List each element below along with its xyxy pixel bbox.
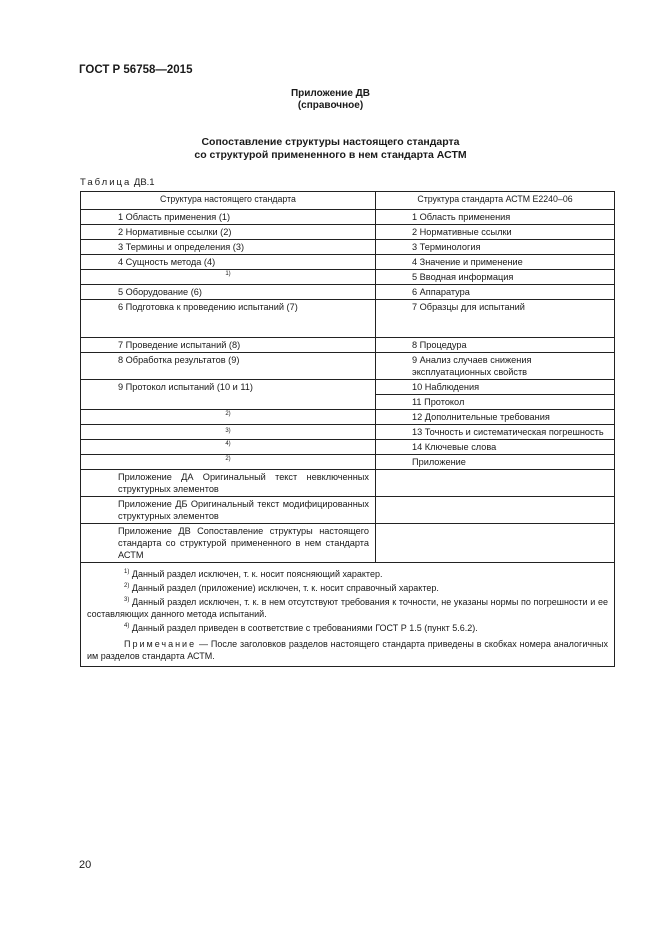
left-cell: Приложение ДА Оригинальный текст невключенных структурных элементов <box>81 470 376 497</box>
right-cell: 13 Точность и систематическая погрешность <box>376 425 615 440</box>
heading-line-2: со структурой примененного в нем стандарта АСТМ <box>194 149 467 161</box>
footnote-ref-cell: 3) <box>81 425 376 440</box>
footnote-text: Данный раздел исключен, т. к. носит поясняющий характер. <box>131 569 383 579</box>
table-row <box>81 353 615 380</box>
left-cell: Приложение ДБ Оригинальный текст модифицированных структурных элементов <box>81 497 376 524</box>
left-cell: 1 Область применения (1) <box>81 210 376 225</box>
table-row <box>81 210 615 225</box>
right-cell: 1 Область применения <box>376 210 615 225</box>
heading-line-1: Сопоставление структуры настоящего стандарта <box>201 136 460 148</box>
right-cell: 7 Образцы для испытаний <box>376 300 615 338</box>
table-row <box>81 300 615 338</box>
note-label: Примечание <box>124 639 197 649</box>
footnotes-cell <box>81 563 615 667</box>
document-code: ГОСТ Р 56758—2015 <box>79 64 193 76</box>
footnote-ref-cell: 2) <box>81 410 376 425</box>
right-cell <box>376 524 615 563</box>
table-row <box>81 225 615 240</box>
left-cell: 9 Протокол испытаний (10 и 11) <box>81 380 376 410</box>
left-cell: Приложение ДВ Сопоставление структуры настоящего стандарта со структурой примененного в нем стандарта АСТМ <box>81 524 376 563</box>
footnote-ref-cell: 4) <box>81 440 376 455</box>
footnote-text: Данный раздел приведен в соответствие с требованиями ГОСТ Р 1.5 (пункт 5.6.2). <box>131 623 478 633</box>
table-header-row <box>81 192 615 210</box>
left-cell: 8 Обработка результатов (9) <box>81 353 376 380</box>
right-cell: 12 Дополнительные требования <box>376 410 615 425</box>
table-row <box>81 470 615 497</box>
footnote-ref-cell: 2) <box>81 455 376 470</box>
right-cell: 6 Аппаратура <box>376 285 615 300</box>
footnote-4 <box>87 620 608 634</box>
right-cell: 14 Ключевые слова <box>376 440 615 455</box>
table-caption <box>80 177 155 188</box>
table-row <box>81 440 615 455</box>
table-row <box>81 524 615 563</box>
appendix-title: Приложение ДВ <box>290 88 371 99</box>
table-row <box>81 285 615 300</box>
right-cell: 4 Значение и применение <box>376 255 615 270</box>
note-text: — После заголовков разделов настоящего стандарта приведены в скобках номера аналогичных им разделов стандарта АСТМ. <box>87 639 608 661</box>
footnote-mark: 1) <box>124 569 130 575</box>
table-row <box>81 270 615 285</box>
left-cell: 7 Проведение испытаний (8) <box>81 338 376 353</box>
footnote-2 <box>87 580 608 594</box>
table-row <box>81 240 615 255</box>
left-cell: 6 Подготовка к проведению испытаний (7) <box>81 300 376 338</box>
appendix-subtitle: (справочное) <box>297 100 364 111</box>
right-cell: 9 Анализ случаев снижения эксплуатационных свойств <box>376 353 615 380</box>
left-cell: 2 Нормативные ссылки (2) <box>81 225 376 240</box>
table-caption-word: Таблица <box>80 177 132 188</box>
table-row <box>81 497 615 524</box>
table-caption-number: ДВ.1 <box>133 177 155 188</box>
appendix-heading <box>0 88 661 112</box>
right-cell: 8 Процедура <box>376 338 615 353</box>
footnote-3 <box>87 594 608 620</box>
footnote-text: Данный раздел (приложение) исключен, т. к. носит справочный характер. <box>131 583 439 593</box>
header-right: Структура стандарта АСТМ Е2240–06 <box>376 192 615 210</box>
right-cell: Приложение <box>376 455 615 470</box>
right-cell: 11 Протокол <box>376 395 615 410</box>
footnote-mark: 2) <box>124 583 130 589</box>
table-note <box>87 638 608 662</box>
table-row <box>81 425 615 440</box>
left-cell: 4 Сущность метода (4) <box>81 255 376 270</box>
footnote-ref-cell: 1) <box>81 270 376 285</box>
table-row <box>81 380 615 395</box>
table-row <box>81 455 615 470</box>
right-cell <box>376 470 615 497</box>
comparison-table <box>80 191 615 667</box>
footnotes-row <box>81 563 615 667</box>
footnote-text: Данный раздел исключен, т. к. в нем отсутствуют требования к точности, не указаны нормы по погрешности и ее составляющих данного метода испытаний. <box>87 597 608 619</box>
left-cell: 3 Термины и определения (3) <box>81 240 376 255</box>
table-row <box>81 338 615 353</box>
header-left: Структура настоящего стандарта <box>81 192 376 210</box>
footnote-mark: 3) <box>124 597 130 603</box>
right-cell: 2 Нормативные ссылки <box>376 225 615 240</box>
page-number: 20 <box>79 859 92 871</box>
section-heading <box>0 136 661 162</box>
right-cell: 3 Терминология <box>376 240 615 255</box>
left-cell: 5 Оборудование (6) <box>81 285 376 300</box>
right-cell <box>376 497 615 524</box>
right-cell: 10 Наблюдения <box>376 380 615 395</box>
right-cell: 5 Вводная информация <box>376 270 615 285</box>
table-row <box>81 255 615 270</box>
table-row <box>81 410 615 425</box>
footnote-1 <box>87 566 608 580</box>
footnote-mark: 4) <box>124 623 130 629</box>
